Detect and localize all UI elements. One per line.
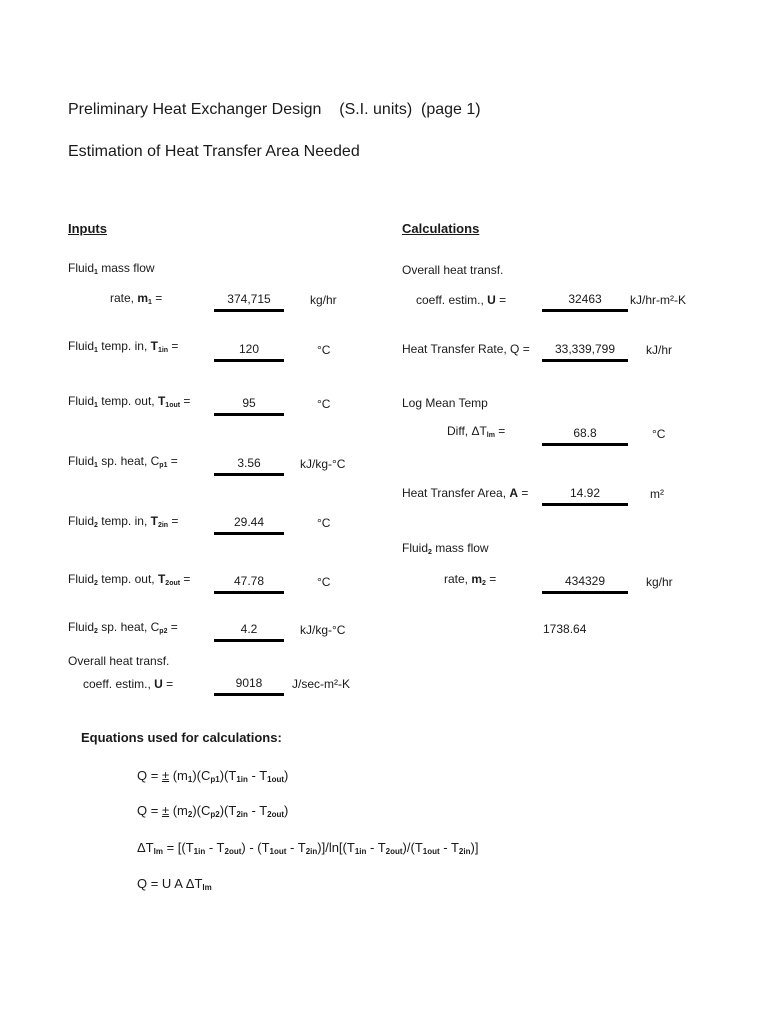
cp2-label: Fluid$_2$ sp. heat, $C_{p2}$ =: [68, 620, 178, 635]
equations-heading: Equations used for calculations:: [81, 730, 282, 745]
title-units: (S.I. units): [339, 101, 413, 118]
cp2-value[interactable]: 4.2: [214, 622, 284, 642]
m1-value[interactable]: 374,715: [214, 292, 284, 312]
cp1-label: Fluid$_1$ sp. heat, $C_{p1}$ =: [68, 454, 178, 469]
t2in-label: Fluid$_2$ temp. in, $T_{2in}$ =: [68, 514, 179, 529]
lmtd-label: Diff, $\Delta T_{lm}$ =: [447, 424, 506, 439]
area-value: 14.92: [542, 486, 628, 506]
m2-value: 434329: [542, 574, 628, 594]
t1out-value[interactable]: 95: [214, 396, 284, 416]
q-value: 33,339,799: [542, 342, 628, 362]
u-input-label-line1: Overall heat transf.: [68, 654, 170, 668]
lmtd-unit: °C: [652, 427, 666, 441]
m2-unit: kg/hr: [646, 575, 673, 589]
m2-label-line1: Fluid$_2$ mass flow: [402, 541, 489, 556]
t2out-value[interactable]: 47.78: [214, 574, 284, 594]
t2in-unit: °C: [317, 516, 331, 530]
cp1-unit: kJ/kg-°C: [300, 457, 346, 471]
lmtd-value: 68.8: [542, 426, 628, 446]
q-label: Heat Transfer Rate, Q =: [402, 342, 530, 356]
page-subtitle: Estimation of Heat Transfer Area Needed: [68, 143, 360, 160]
t1out-label: Fluid$_1$ temp. out, $T_{1out}$ =: [68, 394, 191, 409]
equation-1: Q = ± $(m_1)(C_{p1})(T_{1in} - T_{1out})$: [137, 768, 289, 784]
t2in-value[interactable]: 29.44: [214, 515, 284, 535]
u-calc-label: coeff. estim., U =: [416, 293, 507, 307]
m1-label: rate, $m_1$ =: [110, 291, 163, 306]
q-unit: kJ/hr: [646, 343, 673, 357]
equation-3: $\Delta T_{lm} = [(T_{1in} - T_{2out}) - (T_{1out} - T_{2in})]/\ln[(T_{1in} - T_{2out})/(T_{1out} - T_{2in})]$: [137, 840, 479, 856]
cp1-value[interactable]: 3.56: [214, 456, 284, 476]
equation-4: Q = U A $\Delta T_{lm}$: [137, 876, 212, 892]
area-unit: m²: [650, 487, 664, 501]
title-page: (page 1): [421, 101, 481, 118]
inputs-heading: Inputs: [68, 221, 107, 236]
extra-value: 1738.64: [543, 622, 587, 636]
page-title: [68, 101, 481, 119]
equation-2: Q = ± $(m_2)(C_{p2})(T_{2in} - T_{2out})$: [137, 803, 289, 819]
m1-unit: kg/hr: [310, 293, 337, 307]
title-main: Preliminary Heat Exchanger Design: [68, 101, 322, 118]
lmtd-label-line1: Log Mean Temp: [402, 396, 488, 410]
m1-label-line1: Fluid$_1$ mass flow: [68, 261, 155, 276]
t2out-unit: °C: [317, 575, 331, 589]
area-label: Heat Transfer Area, A =: [402, 486, 529, 500]
u-calc-value: 32463: [542, 292, 628, 312]
t1in-label: Fluid$_1$ temp. in, $T_{1in}$ =: [68, 339, 179, 354]
cp2-unit: kJ/kg-°C: [300, 623, 346, 637]
m2-label: rate, $m_2$ =: [444, 572, 497, 587]
u-input-unit: J/sec-m²-K: [292, 677, 350, 691]
t1out-unit: °C: [317, 397, 331, 411]
t1in-unit: °C: [317, 343, 331, 357]
u-input-label: coeff. estim., U =: [83, 677, 174, 691]
calculations-heading: Calculations: [402, 221, 480, 236]
u-calc-unit: kJ/hr-m²-K: [630, 293, 686, 307]
t2out-label: Fluid$_2$ temp. out, $T_{2out}$ =: [68, 572, 191, 587]
u-calc-label-line1: Overall heat transf.: [402, 263, 504, 277]
t1in-value[interactable]: 120: [214, 342, 284, 362]
u-input-value[interactable]: 9018: [214, 676, 284, 696]
